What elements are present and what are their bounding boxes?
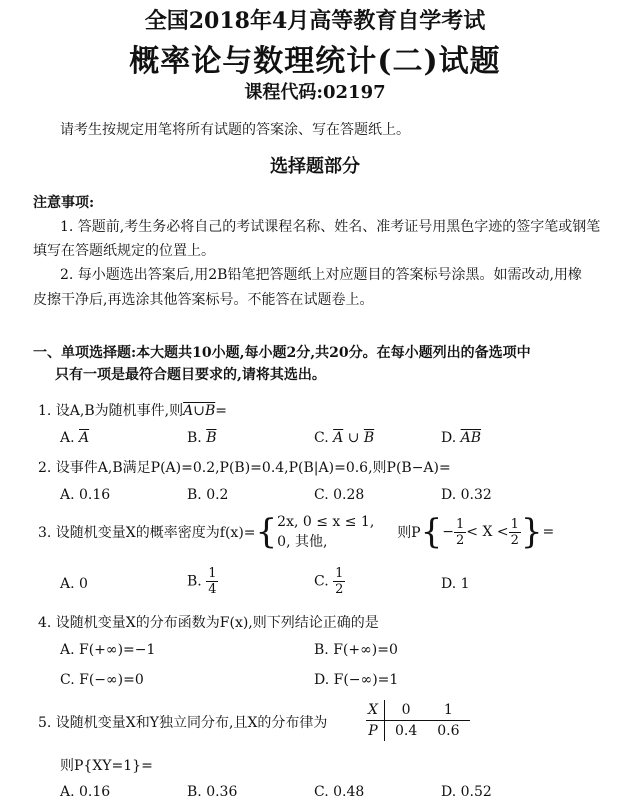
question-3-piecewise: 2x, 0 ≤ x ≤ 1, 0, 其他, [277, 514, 375, 550]
question-1-stem: 1. 设A,B为随机事件,则 [38, 403, 184, 419]
table-prob-0: 0.4 [394, 723, 418, 739]
table-header-x: X [366, 700, 384, 721]
course-code: 课程代码:02197 [244, 82, 386, 103]
part1-instruction-line-2: 只有一项是最符合题目要求的,请将其选出。 [55, 367, 326, 383]
notes-heading: 注意事项: [33, 195, 95, 211]
q2-option-b: B. 0.2 [187, 487, 229, 503]
q3-option-a: A. 0 [60, 576, 88, 592]
q3-option-b: B. $\frac{1}{4}$ [187, 566, 217, 597]
note-2-line-1: 2. 每小题选出答案后,用2B铅笔把答题纸上对应题目的答案标号涂黑。如需改动,用橡 [60, 267, 582, 283]
q2-option-d: D. 0.32 [441, 487, 492, 503]
q4-option-c: C. F(−∞)=0 [60, 672, 144, 688]
note-1-line-1: 1. 答题前,考生务必将自己的考试课程名称、姓名、准考证号用黑色字迹的签字笔或钢笔 [60, 219, 601, 235]
q4-option-a: A. F(+∞)=−1 [60, 642, 156, 658]
q1-option-a: A. $\overline{A}$ [60, 430, 90, 446]
table-value-1: 1 [427, 700, 469, 721]
q5-distribution-table [366, 700, 470, 741]
exam-header-line1: 全国2018年4月高等教育自学考试 [144, 8, 486, 34]
q1-option-b: B. $\overline{B}$ [187, 430, 217, 446]
note-2-line-2: 皮擦干净后,再选涂其他答案标号。不能答在试题卷上。 [33, 292, 374, 308]
question-3-stem: 3. 设随机变量X的概率密度为f(x)= [38, 525, 256, 541]
q1-option-c: C. $\overline{A}$ ∪ $\overline{B}$ [314, 430, 375, 446]
question-5-then: 则P{XY=1}= [60, 758, 153, 774]
q1-option-d: D. $\overline{AB}$ [441, 430, 482, 446]
q5-option-d: D. 0.52 [441, 784, 492, 800]
question-2-stem: 2. 设事件A,B满足P(A)=0.2,P(B)=0.4,P(B|A)=0.6,则P(B−A)= [38, 460, 451, 476]
question-1-expr: A∪B [183, 403, 216, 419]
q2-option-c: C. 0.28 [314, 487, 365, 503]
table-prob-1: 0.6 [437, 723, 460, 739]
q4-option-d: D. F(−∞)=1 [314, 672, 399, 688]
table-header-p: P [366, 721, 384, 742]
section-title: 选择题部分 [270, 156, 360, 177]
q3-option-c: C. $\frac{1}{2}$ [314, 566, 344, 597]
q4-option-b: B. F(+∞)=0 [314, 642, 398, 658]
intro-text: 请考生按规定用笔将所有试题的答案涂、写在答题纸上。 [60, 122, 410, 138]
question-5-stem: 5. 设随机变量X和Y独立同分布,且X的分布律为 [38, 715, 328, 731]
question-1-tail: = [215, 403, 227, 419]
question-4-stem: 4. 设随机变量X的分布函数为F(x),则下列结论正确的是 [38, 615, 379, 631]
q2-option-a: A. 0.16 [60, 487, 111, 503]
q5-option-c: C. 0.48 [314, 784, 365, 800]
q5-option-a: A. 0.16 [60, 784, 111, 800]
part1-instruction-line-1: 一、单项选择题:本大题共10小题,每小题2分,共20分。在每小题列出的备选项中 [33, 345, 531, 361]
q3-option-d: D. 1 [441, 576, 470, 592]
note-1-line-2: 填写在答题纸规定的位置上。 [33, 243, 215, 259]
q5-option-b: B. 0.36 [187, 784, 238, 800]
question-3: 3. 设随机变量X的概率密度为f(x)={ 2x, 0 ≤ x ≤ 1, 0, 其他, 则P{− $\frac{1}{2}$ < X < $\frac{1}{2}$ }= [38, 512, 555, 552]
question-1 [38, 400, 227, 420]
exam-title: 概率论与数理统计(二)试题 [129, 44, 501, 79]
table-value-0: 0 [384, 700, 427, 721]
